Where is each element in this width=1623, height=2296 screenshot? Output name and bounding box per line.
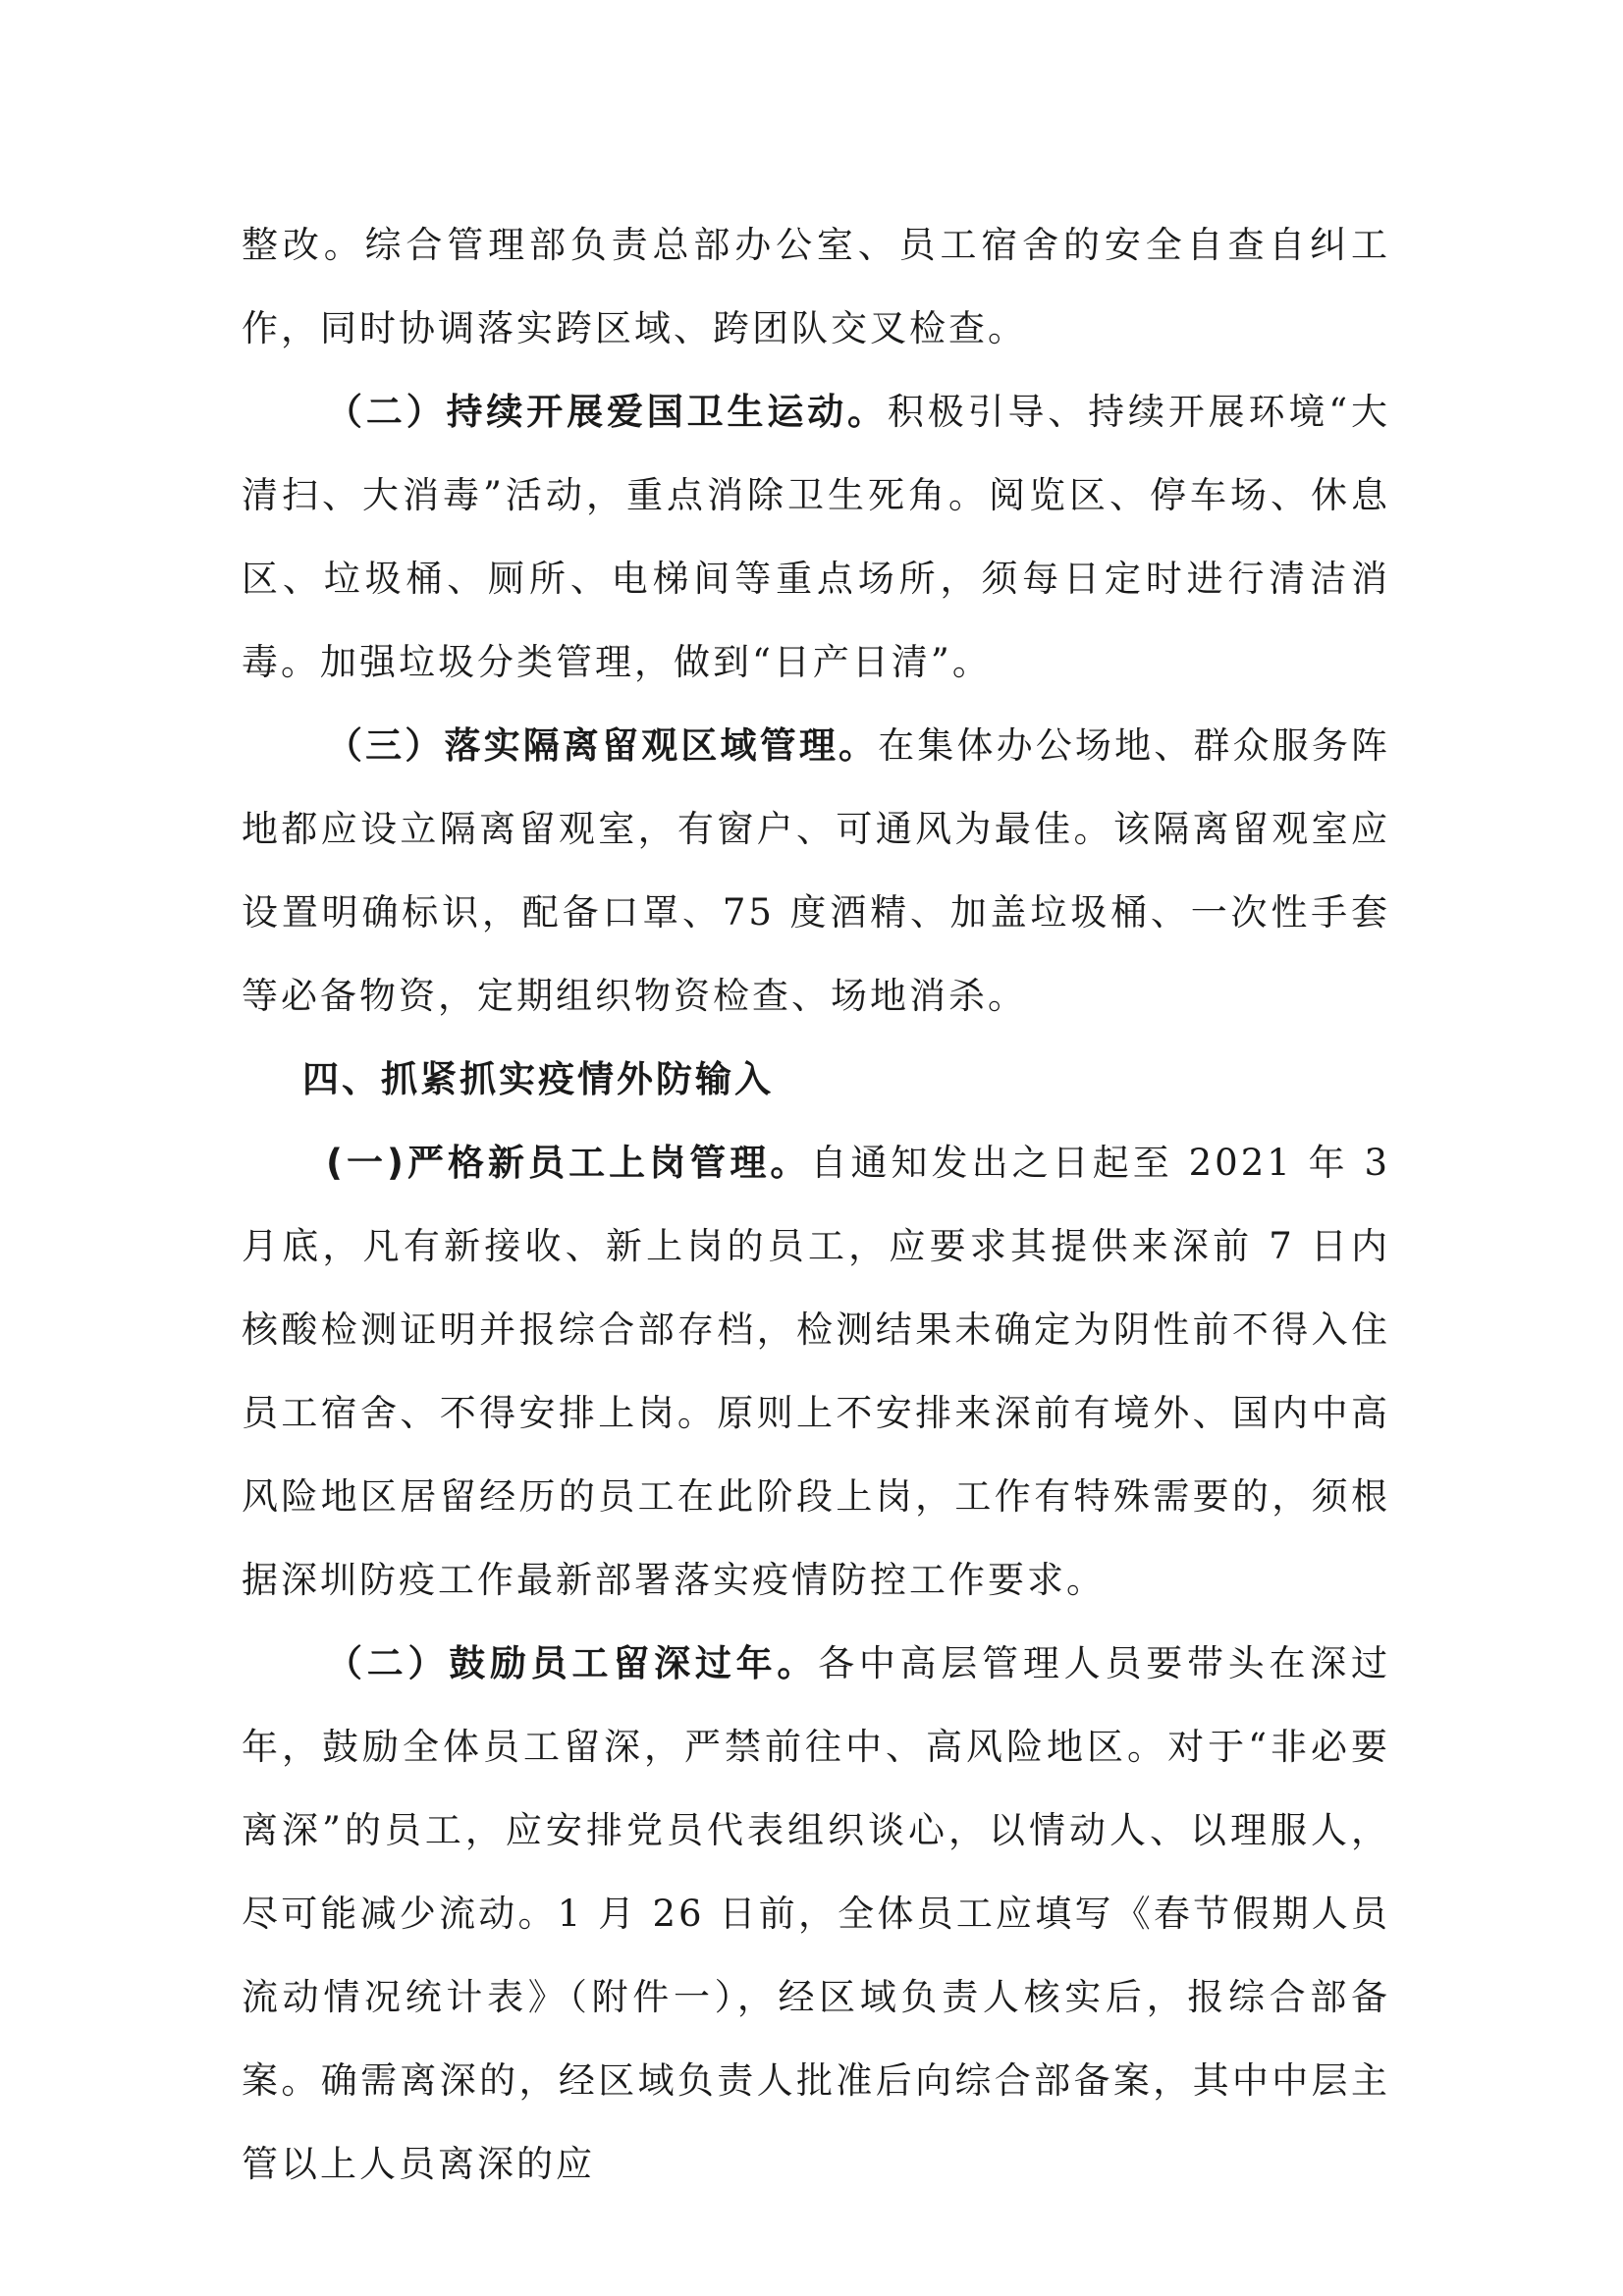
paragraph-continuation <box>242 203 1390 370</box>
paragraph-lead: （二）持续开展爱国卫生运动。 <box>326 391 888 433</box>
paragraph-text: 自通知发出之日起至 2021 年 3 月底，凡有新接收、新上岗的员工，应要求其提供来深前 7 日内核酸检测证明并报综合部存档，检测结果未确定为阴性前不得入住员工宿舍、不得安排上岗。原则上不安排来深前有境外、国内中高风险地区居留经历的员工在此阶段上岗，工作有特殊需要的，须根据深圳防疫工作最新部署落实疫情防控工作要求。 <box>242 1142 1390 1601</box>
paragraph-stay-for-new-year <box>242 1622 1390 2206</box>
paragraph-text: 各中高层管理人员要带头在深过年，鼓励全体员工留深，严禁前往中、高风险地区。对于“非必要离深”的员工，应安排党员代表组织谈心，以情动人、以理服人，尽可能减少流动。1 月 26 日前，全体员工应填写《春节假期人员流动情况统计表》（附件一），经区域负责人核实后，报综合部备案。确需离深的，经区域负责人批准后向综合部备案，其中中层主管以上人员离深的应 <box>242 1642 1391 2185</box>
paragraph-text: 整改。综合管理部负责总部办公室、员工宿舍的安全自查自纠工作，同时协调落实跨区域、跨团队交叉检查。 <box>242 224 1390 349</box>
paragraph-text: 积极引导、持续开展环境“大清扫、大消毒”活动，重点消除卫生死角。阅览区、停车场、休息区、垃圾桶、厕所、电梯间等重点场所，须每日定时进行清洁消毒。加强垃圾分类管理，做到“日产日清”。 <box>242 391 1390 683</box>
paragraph-lead: (一)严格新员工上岗管理。 <box>326 1142 811 1184</box>
paragraph-new-staff <box>242 1121 1390 1622</box>
paragraph-text: 在集体办公场地、群众服务阵地都应设立隔离留观室，有窗户、可通风为最佳。该隔离留观室应设置明确标识，配备口罩、75 度酒精、加盖垃圾桶、一次性手套等必备物资，定期组织物资检查、场地消杀。 <box>242 724 1391 1017</box>
paragraph-patriotic-hygiene <box>242 370 1390 704</box>
paragraph-lead: （三）落实隔离留观区域管理。 <box>326 724 879 767</box>
paragraph-isolation-area <box>242 704 1390 1038</box>
document-body <box>242 203 1390 2206</box>
section-heading: 四、抓紧抓实疫情外防输入 <box>302 1058 774 1100</box>
paragraph-lead: （二）鼓励员工留深过年。 <box>326 1642 819 1684</box>
